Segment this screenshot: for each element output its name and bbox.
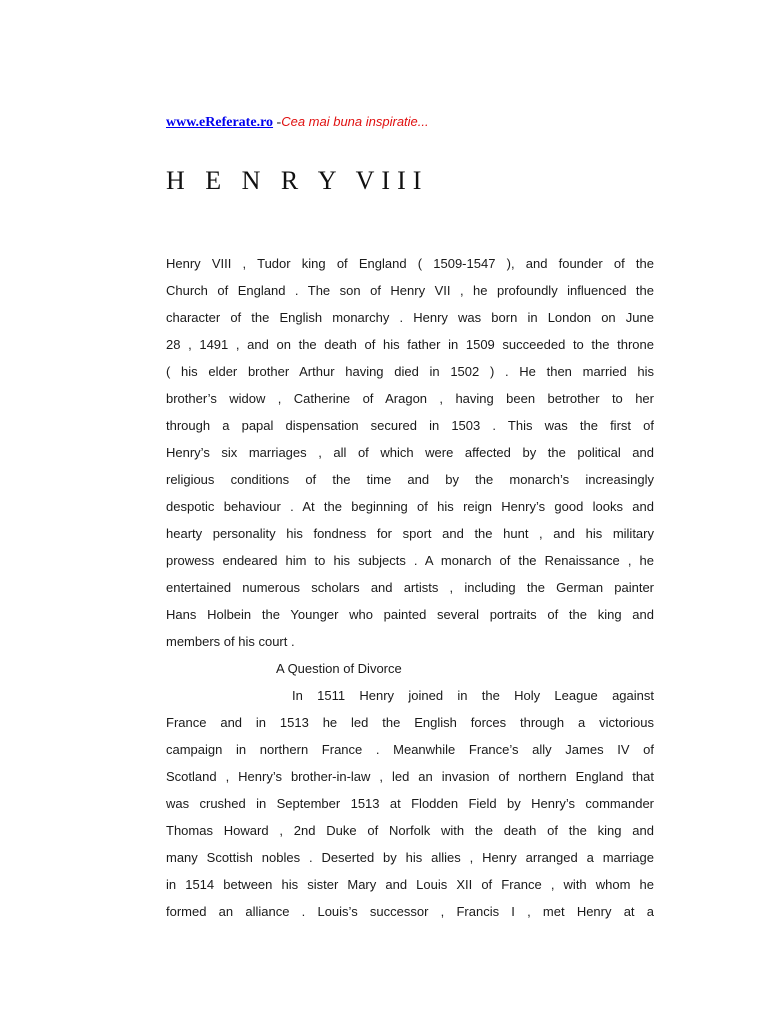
header-separator: - — [273, 115, 282, 130]
text-line: Scotland , Henry’s brother-in-law , led an invasion of northern England that — [166, 769, 654, 784]
tagline: Cea mai buna inspiratie... — [281, 114, 429, 129]
body-text — [166, 250, 654, 925]
text-line: brother’s widow , Catherine of Aragon , having been betrother to her — [166, 391, 654, 406]
text-line: Church of England . The son of Henry VII , he profoundly influenced the — [166, 283, 654, 298]
text-line: In 1511 Henry joined in the Holy League against — [292, 688, 654, 703]
text-line: in 1514 between his sister Mary and Louis XII of France , with whom he — [166, 877, 654, 892]
site-link[interactable]: www.eReferate.ro — [166, 115, 274, 130]
paragraph-1 — [166, 250, 654, 655]
text-line: despotic behaviour . At the beginning of his reign Henry’s good looks and — [166, 499, 654, 514]
paragraph-2 — [166, 682, 654, 925]
text-line: campaign in northern France . Meanwhile France’s ally James IV of — [166, 742, 654, 757]
text-line: 28 , 1491 , and on the death of his father in 1509 succeeded to the throne — [166, 337, 654, 352]
text-line: many Scottish nobles . Deserted by his allies , Henry arranged a marriage — [166, 850, 654, 865]
text-line: religious conditions of the time and by the monarch’s increasingly — [166, 472, 654, 487]
header-line — [166, 113, 429, 132]
document-title: H E N R Y VIII — [166, 166, 429, 195]
text-line: France and in 1513 he led the English forces through a victorious — [166, 715, 654, 730]
text-line: Hans Holbein the Younger who painted several portraits of the king and — [166, 607, 654, 622]
text-line: Thomas Howard , 2nd Duke of Norfolk with the death of the king and — [166, 823, 654, 838]
text-line: through a papal dispensation secured in 1503 . This was the first of — [166, 418, 654, 433]
text-line: was crushed in September 1513 at Flodden Field by Henry’s commander — [166, 796, 654, 811]
text-line: entertained numerous scholars and artists , including the German painter — [166, 580, 654, 595]
section-heading: A Question of Divorce — [276, 661, 402, 676]
text-line: members of his court . — [166, 634, 295, 649]
text-line: hearty personality his fondness for sport and the hunt , and his military — [166, 526, 654, 541]
text-line: prowess endeared him to his subjects . A monarch of the Renaissance , he — [166, 553, 654, 568]
text-line: formed an alliance . Louis’s successor , Francis I , met Henry at a — [166, 904, 654, 919]
text-line: ( his elder brother Arthur having died in 1502 ) . He then married his — [166, 364, 654, 379]
text-line: Henry’s six marriages , all of which were affected by the political and — [166, 445, 654, 460]
text-line: character of the English monarchy . Henry was born in London on June — [166, 310, 654, 325]
text-line: Henry VIII , Tudor king of England ( 1509-1547 ), and founder of the — [166, 256, 654, 271]
